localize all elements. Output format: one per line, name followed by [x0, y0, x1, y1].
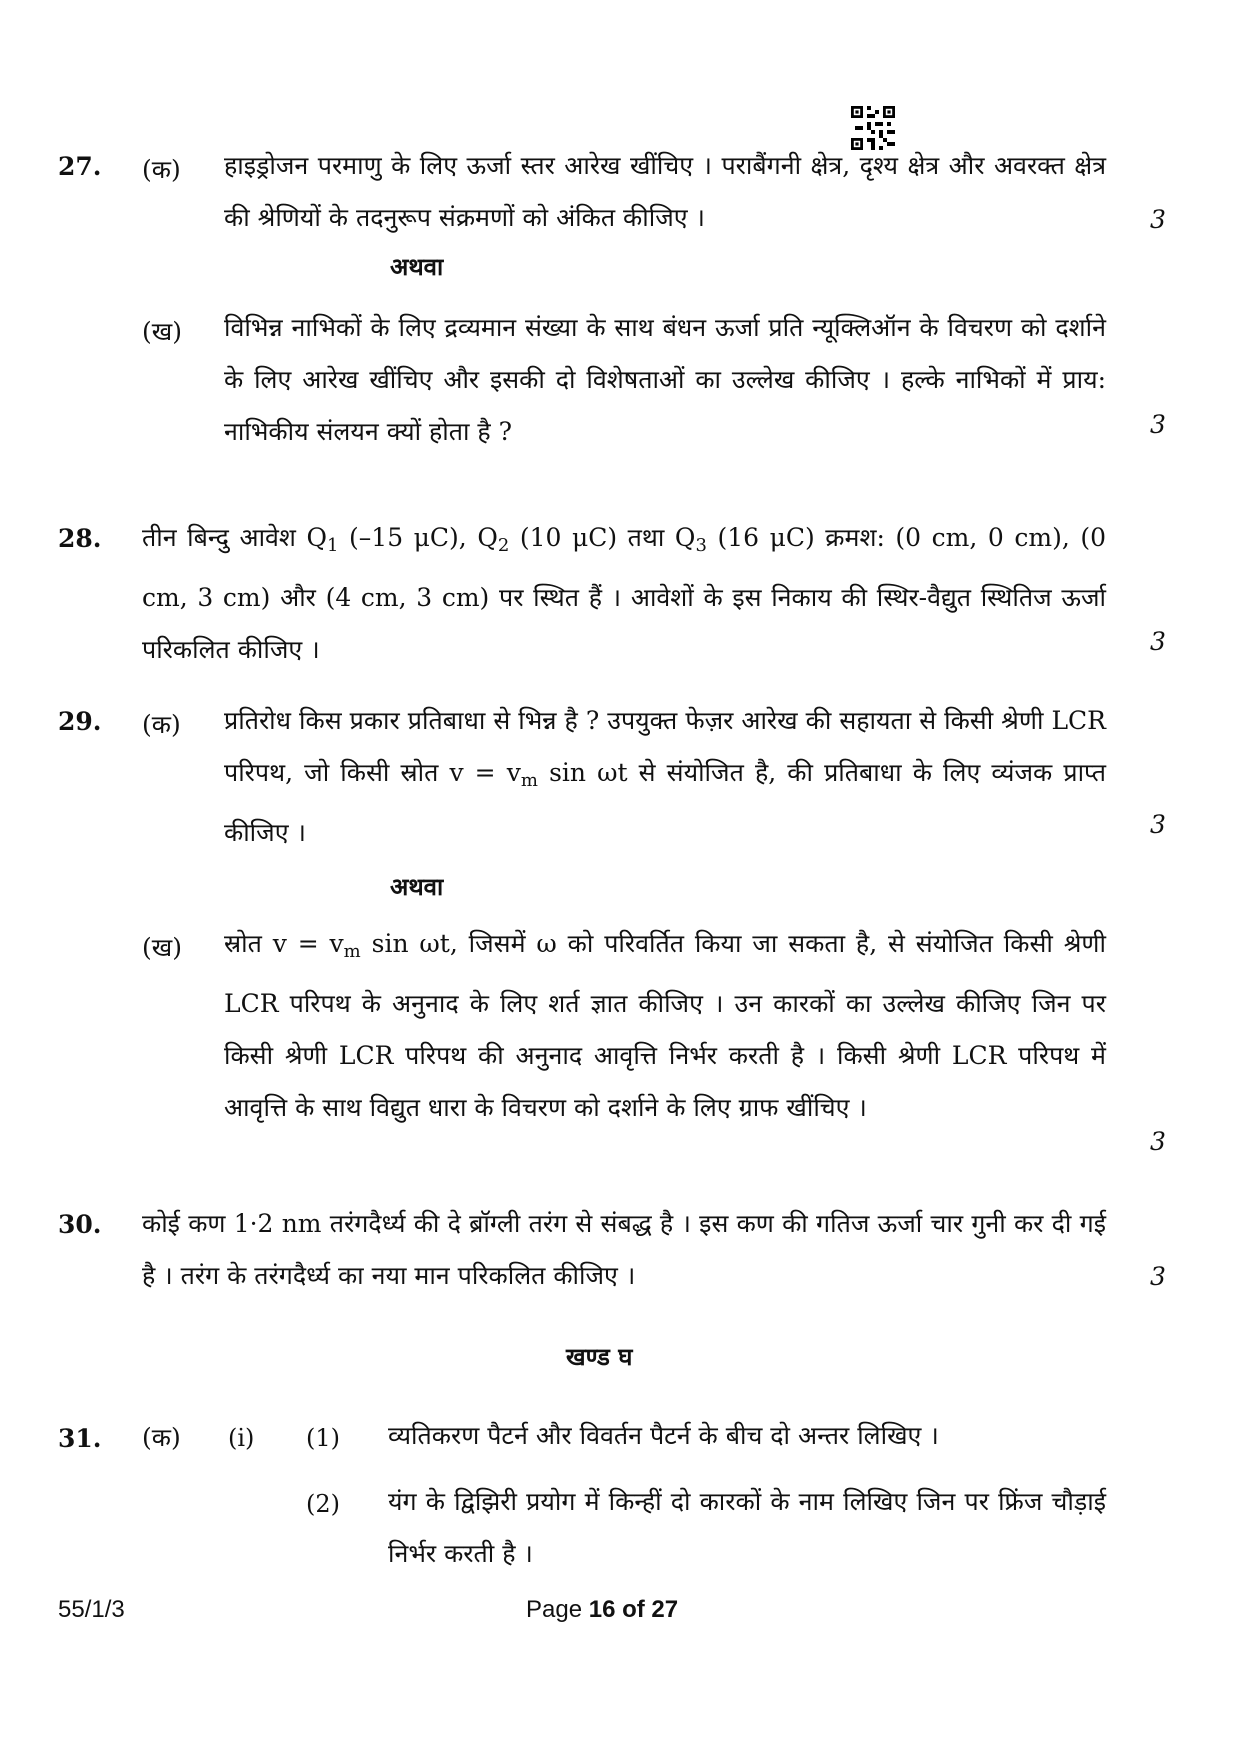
- q27-or: अथवा: [390, 252, 444, 281]
- q29-part-b-text: स्रोत $v = v_m$ sin ωt, जिसमें ω को परिवर्तित किया जा सकता है, से संयोजित किसी श्रेणी LCR परिपथ के अनुनाद के लिए शर्त ज्ञात कीजिए । उन कारकों का उल्लेख कीजिए जिन पर किसी श्रेणी LCR परिपथ की अनुनाद आवृत्ति निर्भर करती है । किसी श्रेणी LCR परिपथ में आवृत्ति के साथ विद्युत धारा के विचरण को दर्शाने के लिए ग्राफ खींचिए ।: [224, 929, 1106, 1122]
- q29-part-b-marks: 3: [1150, 1127, 1166, 1156]
- question-number-29: 29.: [58, 707, 102, 736]
- q28-text: तीन बिन्दु आवेश $Q_1$ (–15 μC), $Q_2$ (10 μC) तथा $Q_3$ (16 μC) क्रमश: (0 cm, 0 cm), (0 cm, 3 cm) और (4 cm, 3 cm) पर स्थित हैं । आवेशों के इस निकाय की स्थिर-वैद्युत स्थितिज ऊर्जा परिकलित कीजिए ।: [142, 523, 1106, 664]
- q31-point-2-label: (2): [306, 1490, 340, 1518]
- q29-part-b-label: (ख): [142, 933, 182, 962]
- q31-point-1-text: व्यतिकरण पैटर्न और विवर्तन पैटर्न के बीच दो अन्तर लिखिए ।: [388, 1421, 939, 1450]
- question-number-28: 28.: [58, 524, 102, 553]
- q30-text: कोई कण 1·2 nm तरंगदैर्ध्य की दे ब्रॉग्ली तरंग से संबद्ध है । इस कण की गतिज ऊर्जा चार गुनी कर दी गई है । तरंग के तरंगदैर्ध्य का नया मान परिकलित कीजिए ।: [142, 1209, 1106, 1290]
- q27-part-b-label: (ख): [142, 317, 182, 346]
- q31-point-2-text: यंग के द्विझिरी प्रयोग में किन्हीं दो कारकों के नाम लिखिए जिन पर फ्रिंज चौड़ाई निर्भर करती है ।: [388, 1487, 1106, 1568]
- q29-or: अथवा: [390, 872, 444, 901]
- q29-part-a-text: प्रतिरोध किस प्रकार प्रतिबाधा से भिन्न है ? उपयुक्त फेज़र आरेख की सहायता से किसी श्रेणी LCR परिपथ, जो किसी स्रोत $v = v_m$ sin ωt से संयोजित है, की प्रतिबाधा के लिए व्यंजक प्राप्त कीजिए ।: [224, 706, 1106, 847]
- q31-point-1-label: (1): [306, 1424, 340, 1452]
- question-number-31: 31.: [58, 1424, 102, 1453]
- q27-part-b-text: विभिन्न नाभिकों के लिए द्रव्यमान संख्या के साथ बंधन ऊर्जा प्रति न्यूक्लिऑन के विचरण को दर्शाने के लिए आरेख खींचिए और इसकी दो विशेषताओं का उल्लेख कीजिए । हल्के नाभिकों में प्राय: नाभिकीय संलयन क्यों होता है ?: [224, 313, 1106, 446]
- paper-code: 55/1/3: [58, 1596, 125, 1623]
- q30-marks: 3: [1150, 1262, 1166, 1291]
- question-number-27: 27.: [58, 152, 102, 181]
- q31-sub-i-label: (i): [228, 1424, 255, 1452]
- q29-part-a-marks: 3: [1150, 810, 1166, 839]
- q27-part-a-text: हाइड्रोजन परमाणु के लिए ऊर्जा स्तर आरेख खींचिए । पराबैंगनी क्षेत्र, दृश्य क्षेत्र और अवरक्त क्षेत्र की श्रेणियों के तदनुरूप संक्रमणों को अंकित कीजिए ।: [224, 151, 1106, 232]
- question-number-30: 30.: [58, 1210, 102, 1239]
- q27-part-a-label: (क): [142, 155, 181, 184]
- q29-part-a-label: (क): [142, 710, 181, 739]
- q27-part-b-marks: 3: [1150, 410, 1166, 439]
- q31-part-a-label: (क): [142, 1423, 181, 1452]
- page-number: Page 16 of 27: [526, 1596, 679, 1623]
- q27-part-a-marks: 3: [1150, 205, 1166, 234]
- q28-marks: 3: [1150, 627, 1166, 656]
- section-heading: खण्ड घ: [566, 1342, 633, 1371]
